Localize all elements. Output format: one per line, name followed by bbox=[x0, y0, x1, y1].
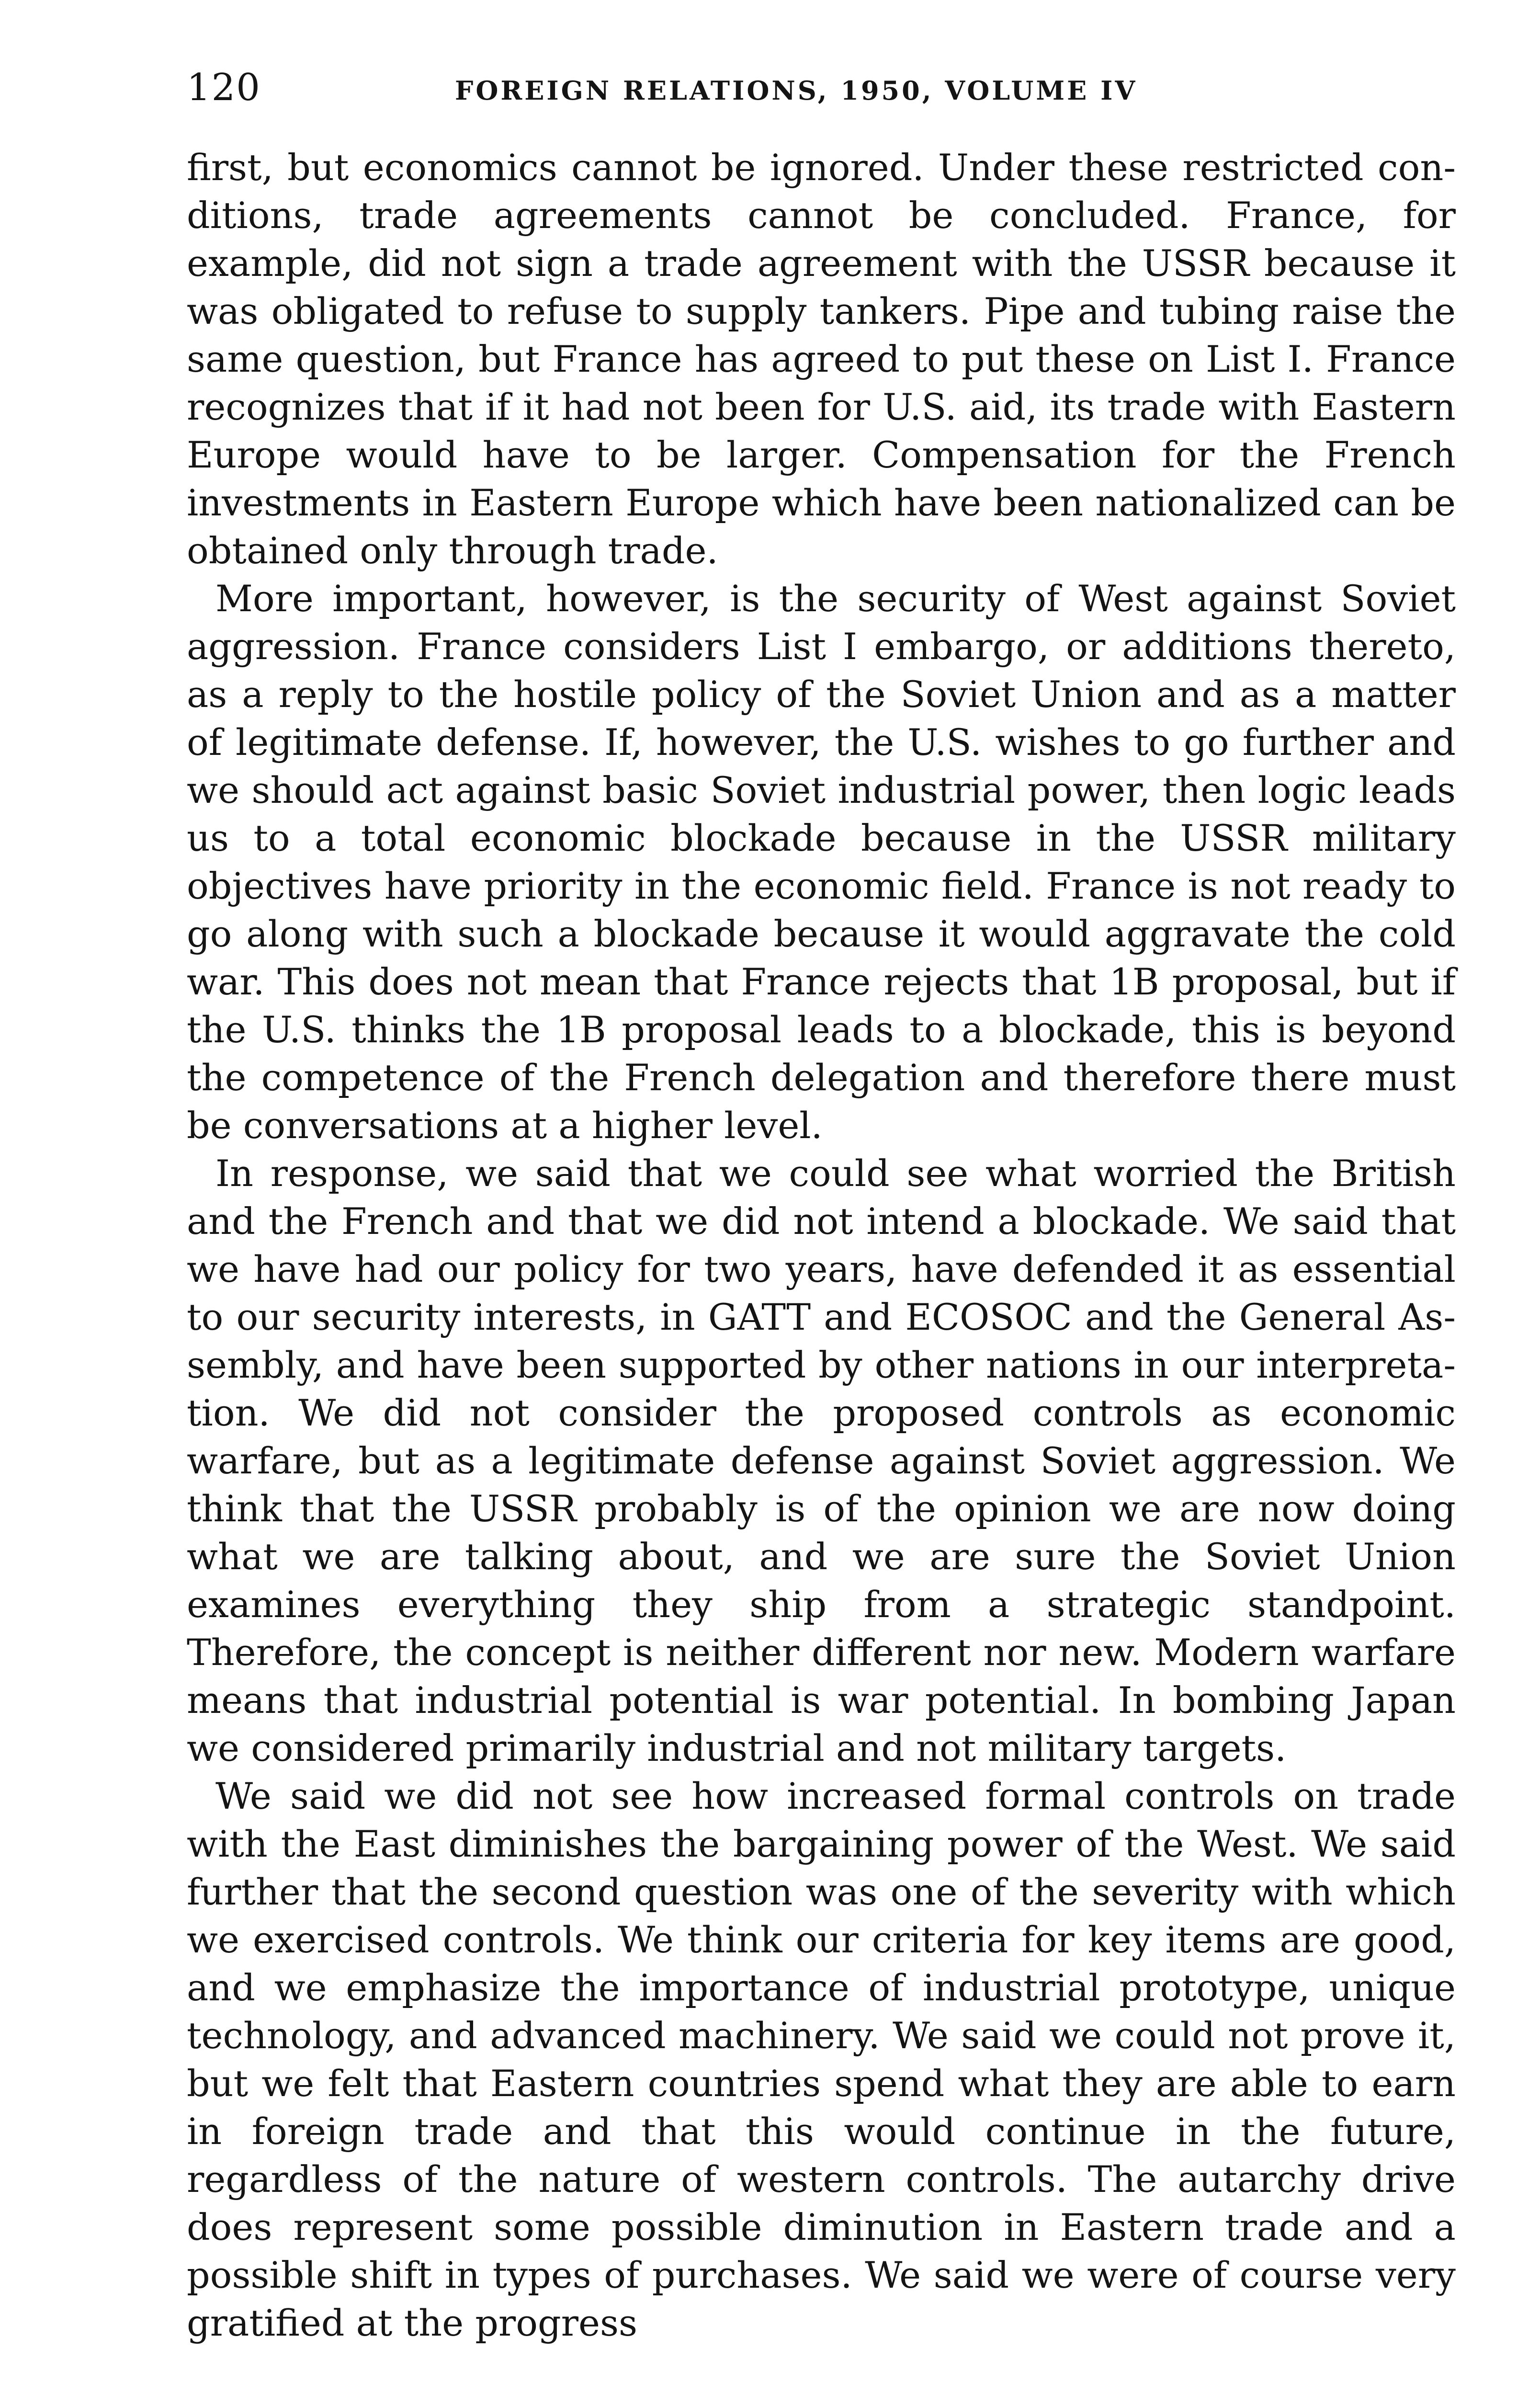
paragraph-2: More important, however, is the security of West against Soviet aggression. France considers List I embargo, or additions thereto, as a reply to the hostile policy of the Soviet Union and as a matter of legitimate defense. If, however, the U.S. wishes to go further and we should act against basic Soviet industrial power, then logic leads us to a total economic blockade because in the USSR military objectives have priority in the economic field. France is not ready to go along with such a blockade because it would aggravate the cold war. This does not mean that France rejects that 1B proposal, but if the U.S. thinks the 1B proposal leads to a blockade, this is beyond the competence of the French delegation and therefore there must be conversations at a higher level. bbox=[187, 577, 1456, 1147]
paragraph-3: In response, we said that we could see what worried the British and the French and that we did not intend a blockade. We said that we have had our policy for two years, have defended it as essential to our security interests, in GATT and ECOSOC and the General Assembly, and have been supported by other nations in our interpretation. We did not consider the proposed controls as economic warfare, but as a legitimate defense against Soviet aggression. We think that the USSR probably is of the opinion we are now doing what we are talking about, and we are sure the Soviet Union examines everything they ship from a strategic standpoint. Therefore, the concept is neither different nor new. Modern warfare means that industrial potential is war potential. In bombing Japan we considered primarily industrial and not military targets. bbox=[187, 1152, 1456, 1769]
page-header bbox=[187, 61, 1456, 114]
paragraph-1: first, but economics cannot be ignored. Under these restricted conditions, trade agreements cannot be concluded. France, for example, did not sign a trade agreement with the USSR because it was obligated to refuse to supply tankers. Pipe and tubing raise the same question, but France has agreed to put these on List I. France recognizes that if it had not been for U.S. aid, its trade with Eastern Europe would have to be larger. Compensation for the French investments in Eastern Europe which have been nationalized can be obtained only through trade. bbox=[187, 146, 1456, 572]
running-head: FOREIGN RELATIONS, 1950, VOLUME IV bbox=[455, 75, 1138, 106]
page-number: 120 bbox=[187, 66, 261, 109]
body-text bbox=[187, 144, 1456, 2347]
paragraph-4: We said we did not see how increased formal controls on trade with the East diminishes the bargaining power of the West. We said further that the second question was one of the severity with which we exercised controls. We think our criteria for key items are good, and we emphasize the importance of industrial prototype, unique technology, and advanced machinery. We said we could not prove it, but we felt that Eastern countries spend what they are able to earn in foreign trade and that this would continue in the future, regardless of the nature of western controls. The autarchy drive does represent some possible diminution in Eastern trade and a possible shift in types of purchases. We said we were of course very gratified at the progress bbox=[187, 1775, 1456, 2344]
